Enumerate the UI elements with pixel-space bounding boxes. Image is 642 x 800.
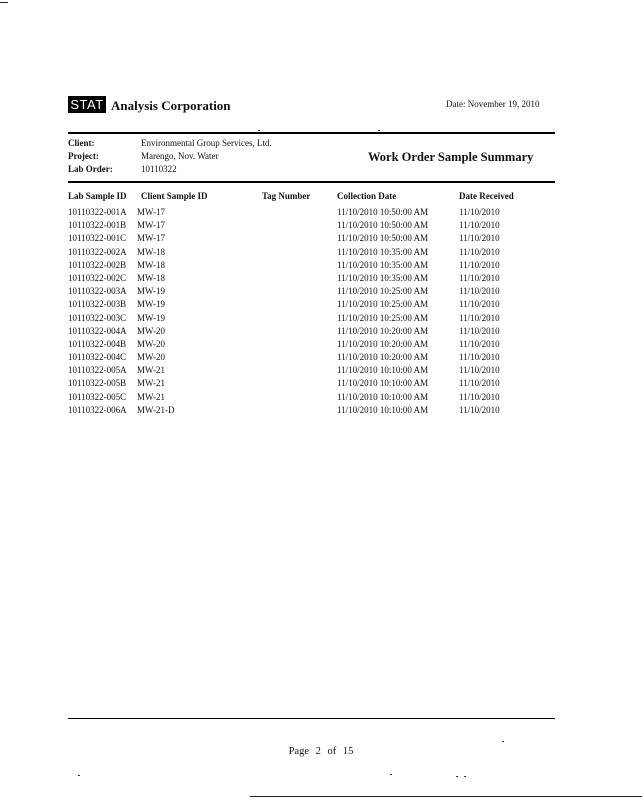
collection-date-cell: 11/10/2010 10:20:00 AM [337,325,429,336]
collection-date-cell: 11/10/2010 10:50:00 AM [337,207,429,217]
client-sample-id-cell: MW-21 [137,391,165,402]
scan-mark [0,2,8,3]
date-received-cell: 11/10/2010 [459,338,500,349]
page-word: Page [288,746,310,757]
collection-date-cell: 11/10/2010 10:10:00 AM [337,391,429,402]
table-rule [68,181,555,183]
date-received-cell: 11/10/2010 [459,233,500,244]
project-value: Marengo, Nov. Water [141,151,219,161]
client-sample-id-cell: MW-17 [137,233,165,244]
date-received-cell: 11/10/2010 [459,391,500,402]
date-received-cell: 11/10/2010 [459,325,500,336]
table-row [0,272,642,285]
date-received-cell: 11/10/2010 [459,352,500,363]
lab-sample-id-cell: 10110322-002A [68,246,127,257]
lab-sample-id-cell: 10110322-001A [68,207,127,217]
lab-sample-id-cell: 10110322-002C [68,272,127,283]
client-value: Environmental Group Services, Ltd. [141,138,272,148]
scan-speck [78,775,80,776]
collection-date-cell: 11/10/2010 10:25:00 AM [337,312,429,323]
date-received-cell: 11/10/2010 [459,312,500,323]
lab-sample-id-cell: 10110322-002B [68,259,127,270]
scan-speck [464,776,466,777]
report-date [446,99,540,110]
lab-sample-id-cell: 10110322-004B [68,338,127,349]
date-received-cell: 11/10/2010 [459,378,500,389]
table-row [0,312,642,325]
footer-rule [68,718,555,719]
page-total: 15 [342,746,354,757]
client-sample-id-cell: MW-20 [137,352,165,363]
table-row [0,285,642,298]
date-label: Date: [446,99,466,109]
client-sample-id-cell: MW-21 [137,378,165,389]
page-indicator [0,745,642,758]
lab-sample-id-cell: 10110322-005A [68,365,127,376]
collection-date-cell: 11/10/2010 10:35:00 AM [337,246,429,257]
of-word: of [327,746,337,757]
table-row [0,351,642,364]
client-sample-id-cell: MW-18 [137,246,165,257]
stat-logo: STAT [68,96,106,113]
client-sample-id-cell: MW-21 [137,365,165,376]
col-header-client-sample-id: Client Sample ID [141,191,208,201]
scan-speck [502,741,504,742]
client-sample-id-cell: MW-18 [137,272,165,283]
col-header-tag-number: Tag Number [262,191,311,201]
date-received-cell: 11/10/2010 [459,404,500,415]
header-rule [68,132,555,134]
table-row [0,325,642,338]
lab-sample-id-cell: 10110322-001B [68,220,127,231]
company-name: Analysis Corporation [111,98,231,113]
date-received-cell: 11/10/2010 [459,259,500,270]
date-received-cell: 11/10/2010 [459,272,500,283]
client-sample-id-cell: MW-17 [137,220,165,231]
client-sample-id-cell: MW-20 [137,338,165,349]
scan-speck [378,130,380,131]
table-row [0,246,642,259]
client-sample-id-cell: MW-21-D [137,404,175,415]
table-row [0,298,642,311]
lab-sample-id-cell: 10110322-004C [68,352,127,363]
date-received-cell: 11/10/2010 [459,286,500,297]
lab-sample-id-cell: 10110322-003A [68,286,127,297]
table-row [0,232,642,245]
table-row [0,259,642,272]
table-row [0,404,642,417]
collection-date-cell: 11/10/2010 10:20:00 AM [337,352,429,363]
lab-sample-id-cell: 10110322-006A [68,404,127,415]
collection-date-cell: 11/10/2010 10:10:00 AM [337,404,429,415]
col-header-lab-sample-id: Lab Sample ID [68,191,127,201]
client-sample-id-cell: MW-19 [137,286,165,297]
date-received-cell: 11/10/2010 [459,246,500,257]
project-label: Project: [68,151,99,161]
date-received-cell: 11/10/2010 [459,207,500,217]
client-sample-id-cell: MW-19 [137,299,165,310]
scan-speck [390,774,392,775]
table-row [0,338,642,351]
lab-sample-id-cell: 10110322-005C [68,391,127,402]
collection-date-cell: 11/10/2010 10:50:00 AM [337,233,429,244]
lab-order-value: 10110322 [141,164,177,174]
collection-date-cell: 11/10/2010 10:25:00 AM [337,286,429,297]
scan-edge-line [250,796,642,797]
date-received-cell: 11/10/2010 [459,220,500,231]
lab-sample-id-cell: 10110322-005B [68,378,127,389]
table-row [0,206,642,219]
document-title: Work Order Sample Summary [368,150,534,164]
col-header-date-received: Date Received [459,191,514,201]
table-row [0,364,642,377]
sample-table-body [0,206,642,417]
client-sample-id-cell: MW-17 [137,207,165,217]
collection-date-cell: 11/10/2010 10:10:00 AM [337,378,429,389]
lab-sample-id-cell: 10110322-003C [68,312,127,323]
collection-date-cell: 11/10/2010 10:50:00 AM [337,220,429,231]
date-received-cell: 11/10/2010 [459,299,500,310]
table-row [0,391,642,404]
table-row [0,219,642,232]
client-label: Client: [68,138,95,148]
collection-date-cell: 11/10/2010 10:10:00 AM [337,365,429,376]
scan-speck [456,776,458,777]
client-sample-id-cell: MW-20 [137,325,165,336]
lab-order-label: Lab Order: [68,164,113,174]
client-sample-id-cell: MW-18 [137,259,165,270]
collection-date-cell: 11/10/2010 10:20:00 AM [337,338,429,349]
lab-sample-id-cell: 10110322-001C [68,233,127,244]
lab-sample-id-cell: 10110322-004A [68,325,127,336]
lab-sample-id-cell: 10110322-003B [68,299,127,310]
client-sample-id-cell: MW-19 [137,312,165,323]
scan-speck [258,130,260,131]
collection-date-cell: 11/10/2010 10:35:00 AM [337,259,429,270]
collection-date-cell: 11/10/2010 10:25:00 AM [337,299,429,310]
col-header-collection-date: Collection Date [337,191,397,201]
page-number: 2 [315,746,321,757]
date-received-cell: 11/10/2010 [459,365,500,376]
collection-date-cell: 11/10/2010 10:35:00 AM [337,272,429,283]
date-value: November 19, 2010 [467,99,540,109]
table-row [0,377,642,390]
